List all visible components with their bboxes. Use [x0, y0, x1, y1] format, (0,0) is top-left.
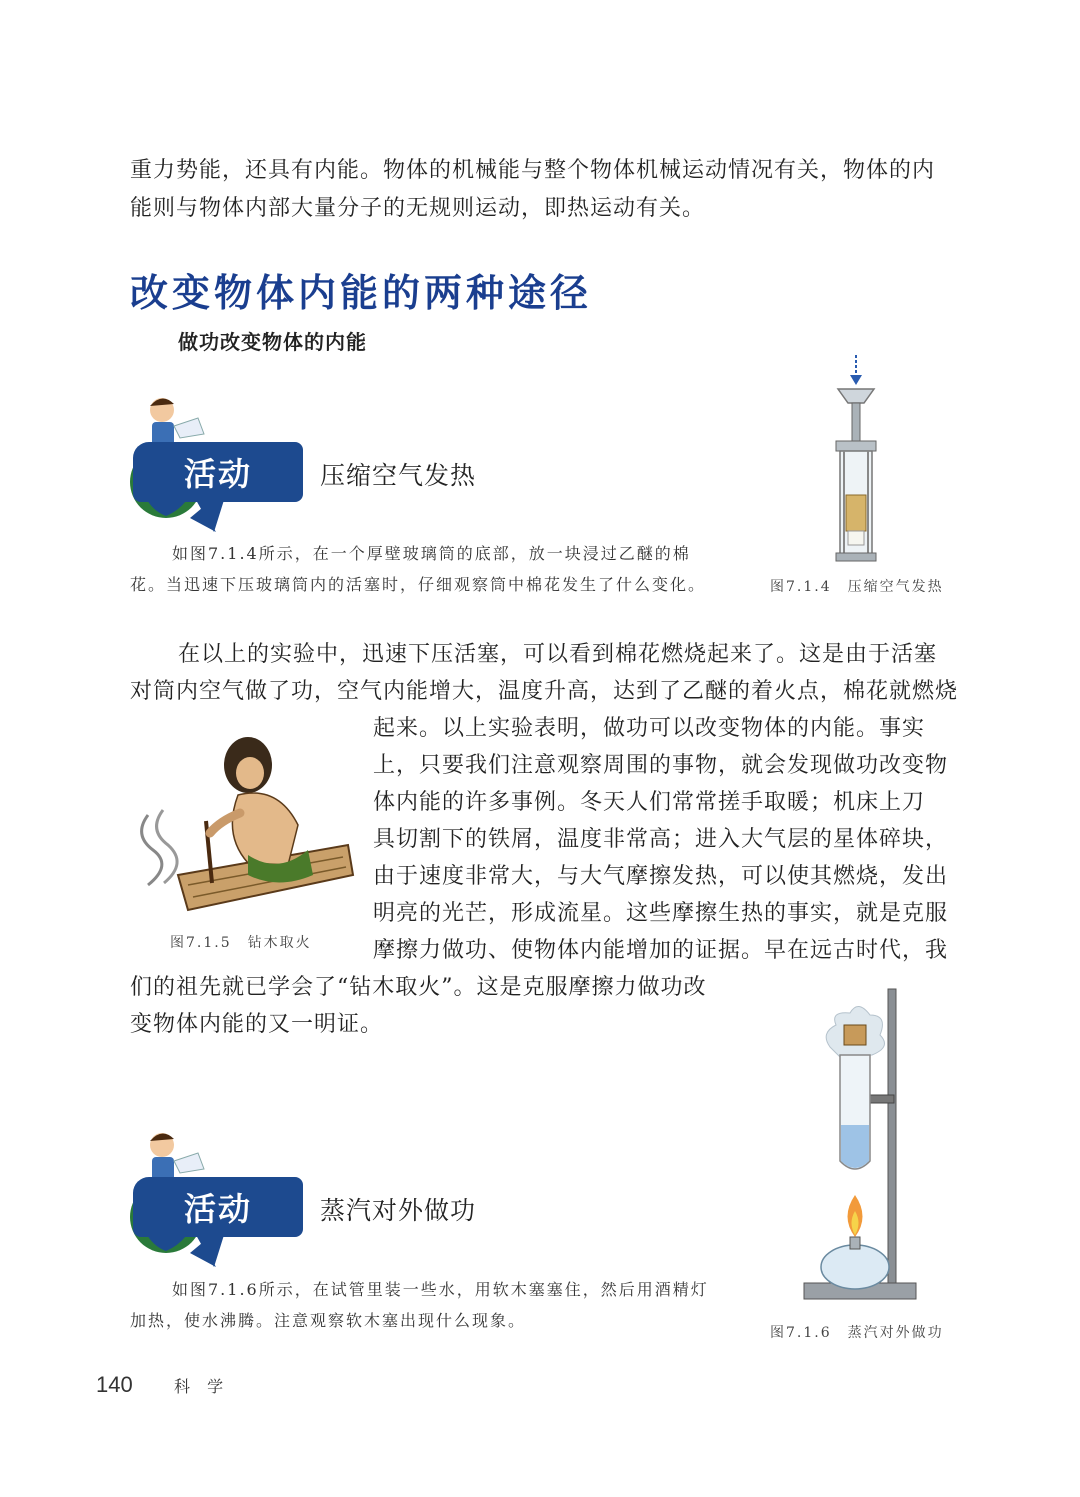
compression-cylinder-illustration [826, 355, 886, 565]
badge-pointer [196, 1235, 224, 1269]
main-line-8: 明亮的光芒，形成流星。这些摩擦生热的事实，就是克服 [373, 901, 949, 926]
intro-line-2: 能则与物体内部大量分子的无规则运动，即热运动有关。 [130, 196, 706, 221]
main-line-7: 由于速度非常大，与大气摩擦发热，可以使其燃烧，发出 [373, 864, 949, 889]
main-line-4: 上，只要我们注意观察周围的事物，就会发现做功改变物 [373, 753, 949, 778]
activity-text-line-1: 如图7.1.6所示，在试管里装一些水，用软木塞塞住，然后用酒精灯 [172, 1280, 709, 1299]
main-line-2: 对筒内空气做了功，空气内能增大，温度升高，达到了乙醚的着火点，棉花就燃烧 [130, 679, 959, 704]
main-line-1: 在以上的实验中，迅速下压活塞，可以看到棉花燃烧起来了。这是由于活塞 [178, 642, 938, 667]
subject-label: 科 学 [174, 1377, 230, 1396]
activity-title: 蒸汽对外做功 [320, 1196, 477, 1225]
figure-caption-7-1-5: 图7.1.5 钻木取火 [170, 935, 312, 951]
activity-badge: 活动 [133, 442, 303, 502]
activity-badge: 活动 [133, 1177, 303, 1237]
section-subtitle: 做功改变物体的内能 [178, 330, 367, 354]
drilling-wood-fire-illustration [128, 725, 358, 925]
main-line-3: 起来。以上实验表明，做功可以改变物体的内能。事实 [373, 716, 926, 741]
main-line-9: 摩擦力做功、使物体内能增加的证据。早在远古时代，我 [373, 938, 949, 963]
figure-caption-7-1-4: 图7.1.4 压缩空气发热 [770, 579, 944, 595]
section-title: 改变物体内能的两种途径 [130, 271, 593, 315]
figure-caption-7-1-6: 图7.1.6 蒸汽对外做功 [770, 1325, 944, 1341]
activity-title: 压缩空气发热 [320, 461, 477, 490]
badge-pointer [196, 500, 224, 534]
steam-apparatus-illustration [800, 985, 940, 1305]
main-line-6: 具切割下的铁屑，温度非常高；进入大气层的星体碎块， [373, 827, 949, 852]
main-line-11: 变物体内能的又一明证。 [130, 1012, 384, 1037]
intro-line-1: 重力势能，还具有内能。物体的机械能与整个物体机械运动情况有关，物体的内 [130, 158, 936, 183]
activity-text-line-2: 花。当迅速下压玻璃筒内的活塞时，仔细观察筒中棉花发生了什么变化。 [130, 575, 707, 594]
main-line-5: 体内能的许多事例。冬天人们常常搓手取暖；机床上刀 [373, 790, 926, 815]
page-number: 140 [96, 1372, 133, 1397]
activity-text-line-1: 如图7.1.4所示，在一个厚壁玻璃筒的底部，放一块浸过乙醚的棉 [172, 544, 691, 563]
main-line-10: 们的祖先就已学会了“钻木取火”。这是克服摩擦力做功改 [130, 975, 707, 1000]
activity-text-line-2: 加热，使水沸腾。注意观察软木塞出现什么现象。 [130, 1311, 527, 1330]
